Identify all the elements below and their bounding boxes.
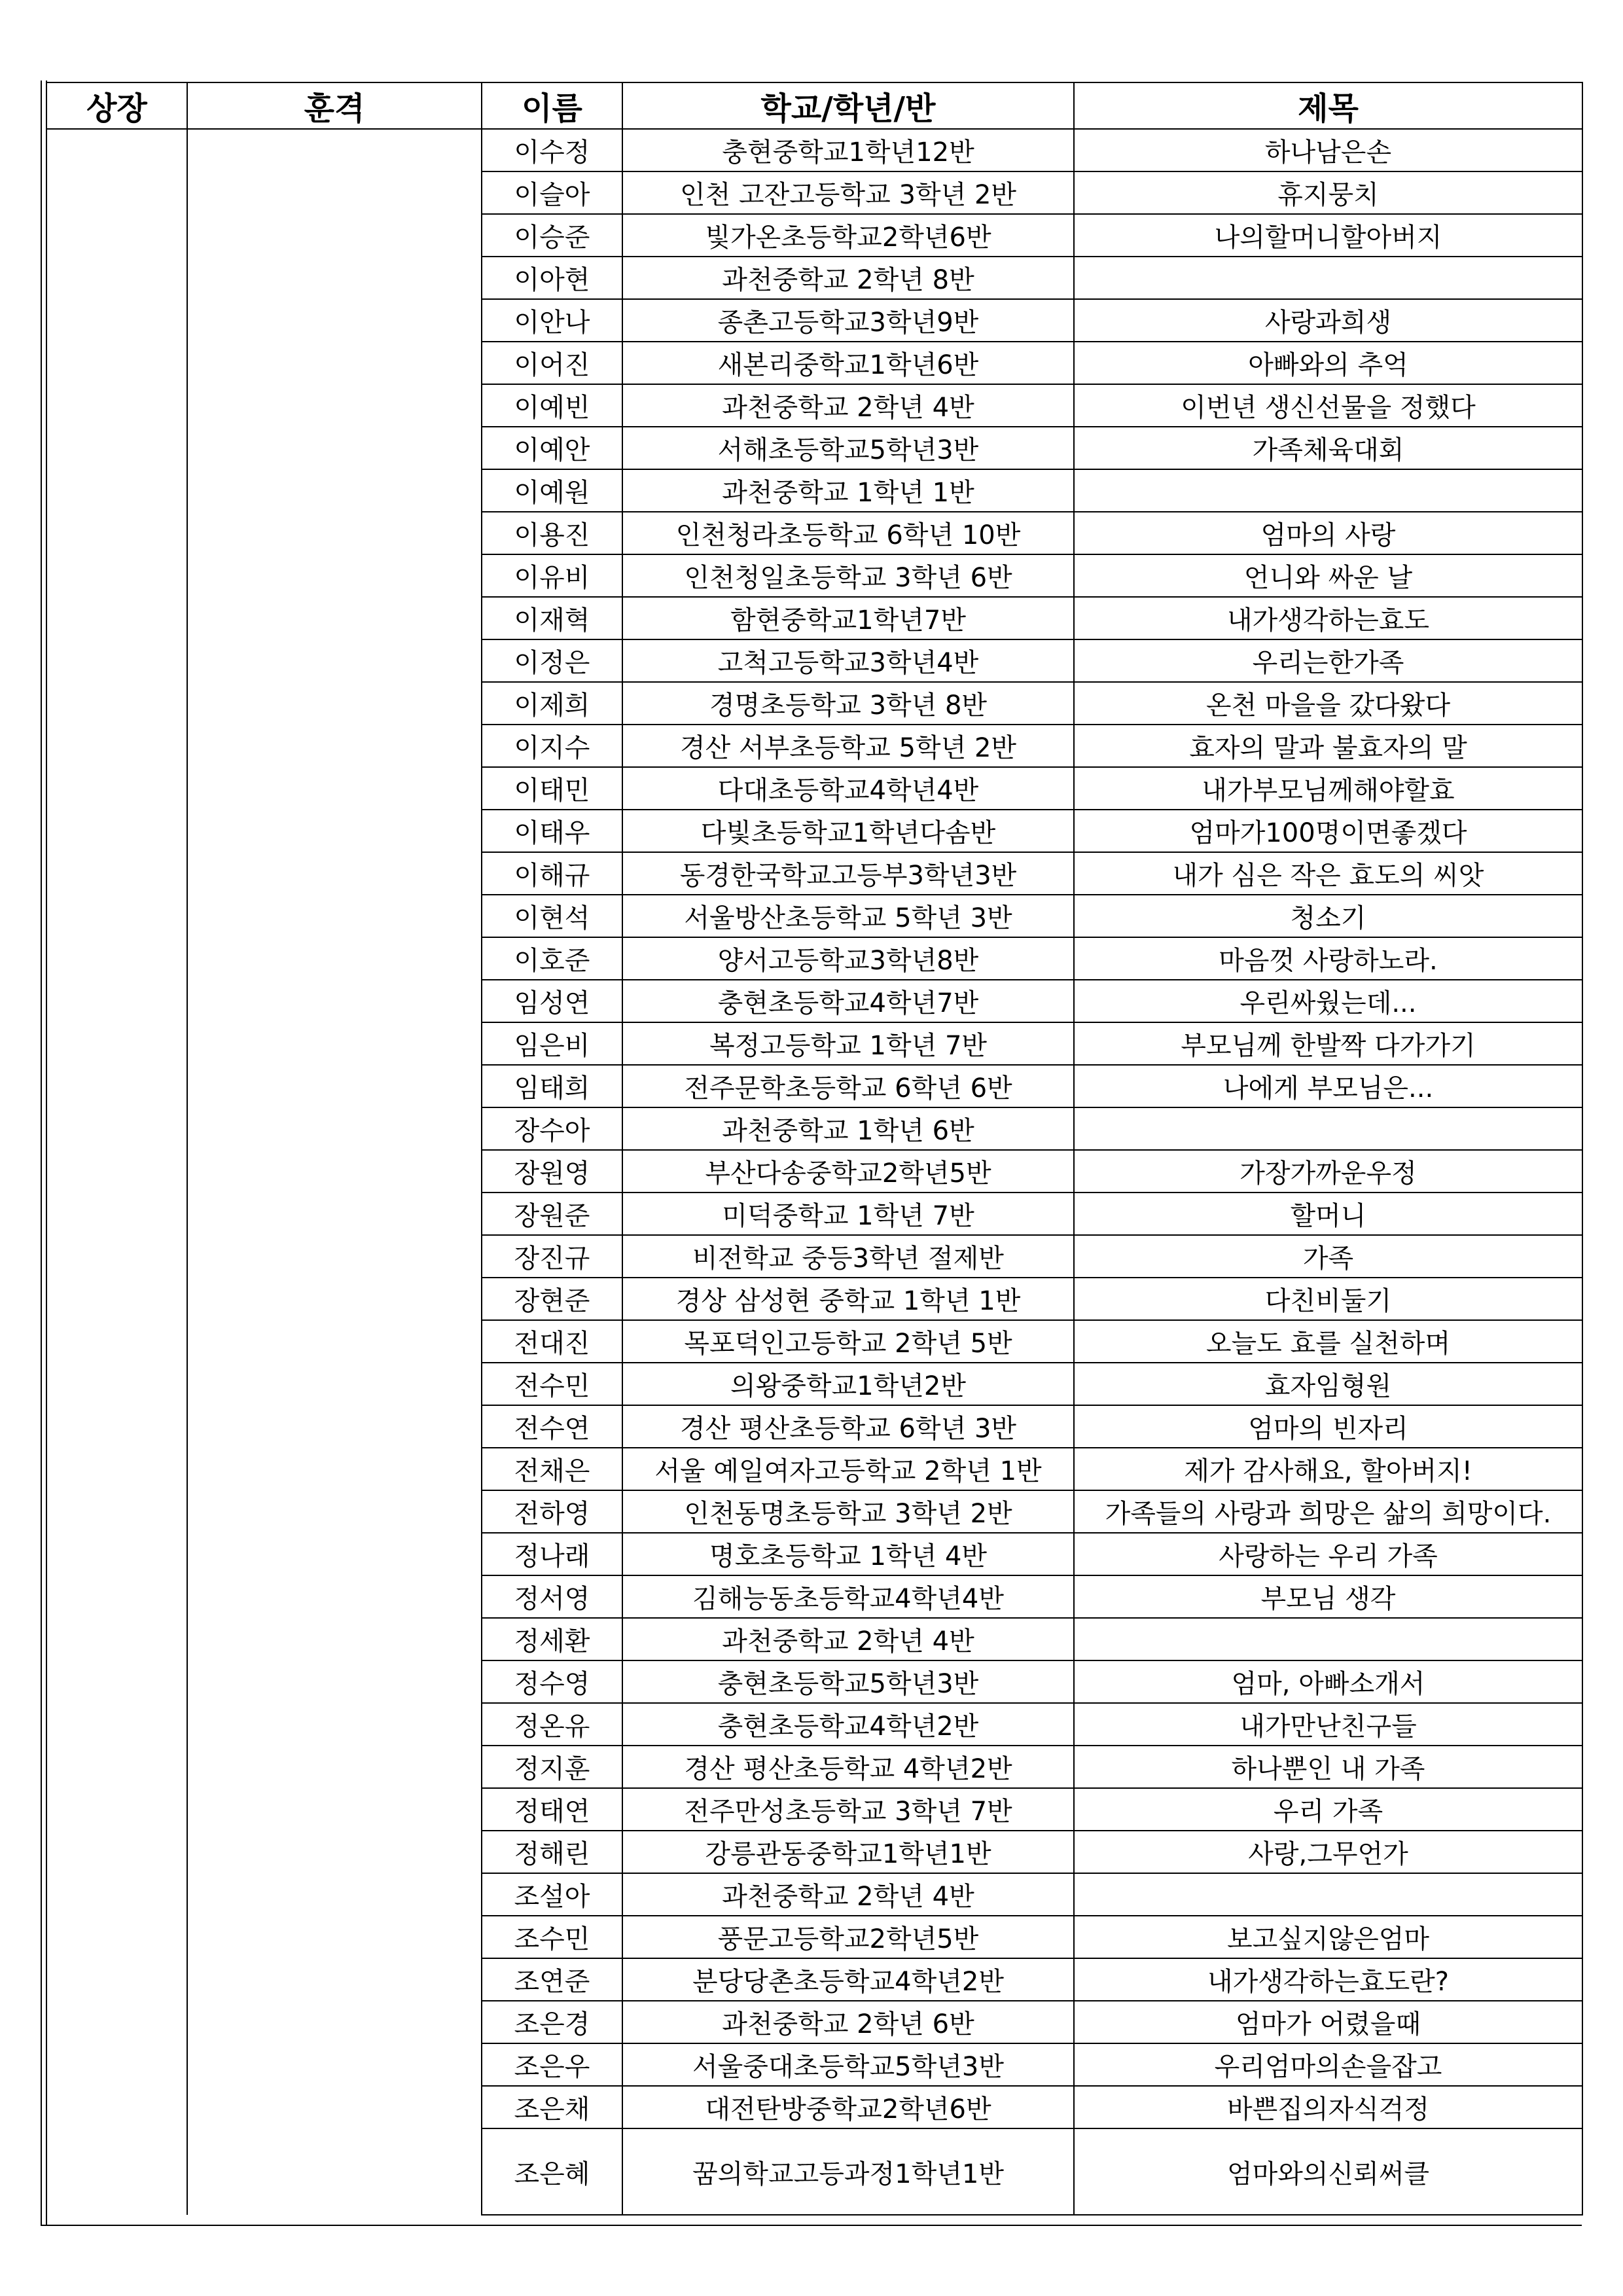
name-cell: 정태연: [482, 1788, 622, 1831]
title-cell: [1074, 469, 1582, 512]
title-cell: [1074, 257, 1582, 299]
school-cell: 인천청라초등학교 6학년 10반: [622, 512, 1074, 554]
award-cell: [46, 1448, 187, 1490]
award-cell: [46, 299, 187, 342]
name-cell: 이아현: [482, 257, 622, 299]
school-cell: 과천중학교 2학년 4반: [622, 384, 1074, 427]
commendation-cell: [187, 810, 482, 852]
commendation-cell: [187, 1575, 482, 1618]
commendation-cell: [187, 1235, 482, 1278]
title-cell: 다친비둘기: [1074, 1278, 1582, 1320]
school-cell: 서해초등학교5학년3반: [622, 427, 1074, 469]
school-cell: 비전학교 중등3학년 절제반: [622, 1235, 1074, 1278]
commendation-cell: [187, 129, 482, 171]
school-cell: 함현중학교1학년7반: [622, 597, 1074, 639]
table-row: [46, 2001, 1582, 2043]
table-row: [46, 1533, 1582, 1575]
table-row: [46, 1575, 1582, 1618]
table-row: [46, 1320, 1582, 1363]
commendation-cell: [187, 2043, 482, 2086]
title-cell: 하나뿐인 내 가족: [1074, 1746, 1582, 1788]
table-row: [46, 725, 1582, 767]
name-cell: 조연준: [482, 1958, 622, 2001]
commendation-cell: [187, 639, 482, 682]
school-cell: 과천중학교 2학년 6반: [622, 2001, 1074, 2043]
award-cell: [46, 725, 187, 767]
table-row: [46, 895, 1582, 937]
commendation-cell: [187, 1193, 482, 1235]
school-cell: 과천중학교 1학년 6반: [622, 1107, 1074, 1150]
name-cell: 이승준: [482, 214, 622, 257]
commendation-cell: [187, 2001, 482, 2043]
award-cell: [46, 1193, 187, 1235]
table-row: [46, 1150, 1582, 1193]
commendation-cell: [187, 1958, 482, 2001]
name-cell: 조수민: [482, 1916, 622, 1958]
name-cell: 이안나: [482, 299, 622, 342]
title-cell: 부모님 생각: [1074, 1575, 1582, 1618]
table-row: [46, 682, 1582, 725]
commendation-cell: [187, 1831, 482, 1873]
award-cell: [46, 1405, 187, 1448]
title-cell: 효자의 말과 불효자의 말: [1074, 725, 1582, 767]
table-row: [46, 1278, 1582, 1320]
table-row: [46, 1107, 1582, 1150]
table-row: [46, 639, 1582, 682]
title-cell: 엄마가 어렸을때: [1074, 2001, 1582, 2043]
award-cell: [46, 257, 187, 299]
title-cell: 우린싸웠는데...: [1074, 980, 1582, 1022]
award-cell: [46, 1958, 187, 2001]
school-cell: 풍문고등학교2학년5반: [622, 1916, 1074, 1958]
table-row: [46, 512, 1582, 554]
table-row: [46, 129, 1582, 171]
award-cell: [46, 1660, 187, 1703]
title-cell: 하나남은손: [1074, 129, 1582, 171]
table-row: [46, 1746, 1582, 1788]
table-row: [46, 1022, 1582, 1065]
title-cell: 사랑,그무언가: [1074, 1831, 1582, 1873]
commendation-cell: [187, 1065, 482, 1107]
award-cell: [46, 1320, 187, 1363]
commendation-cell: [187, 554, 482, 597]
school-cell: 다대초등학교4학년4반: [622, 767, 1074, 810]
table-body: [46, 129, 1582, 2215]
school-cell: 미덕중학교 1학년 7반: [622, 1193, 1074, 1235]
commendation-cell: [187, 214, 482, 257]
table-row: [46, 1363, 1582, 1405]
school-cell: 복정고등학교 1학년 7반: [622, 1022, 1074, 1065]
award-cell: [46, 895, 187, 937]
title-cell: 부모님께 한발짝 다가가기: [1074, 1022, 1582, 1065]
table-row: [46, 1660, 1582, 1703]
award-cell: [46, 2043, 187, 2086]
title-cell: 청소기: [1074, 895, 1582, 937]
commendation-cell: [187, 2128, 482, 2215]
name-cell: 정온유: [482, 1703, 622, 1746]
name-cell: 전대진: [482, 1320, 622, 1363]
table-row: [46, 427, 1582, 469]
commendation-cell: [187, 725, 482, 767]
name-cell: 정나래: [482, 1533, 622, 1575]
table-row: [46, 1618, 1582, 1660]
commendation-cell: [187, 469, 482, 512]
name-cell: 전하영: [482, 1490, 622, 1533]
name-cell: 정해린: [482, 1831, 622, 1873]
name-cell: 이정은: [482, 639, 622, 682]
table-row: [46, 1703, 1582, 1746]
award-cell: [46, 597, 187, 639]
school-cell: 고척고등학교3학년4반: [622, 639, 1074, 682]
commendation-cell: [187, 1278, 482, 1320]
header-commendation: 훈격: [187, 82, 482, 129]
title-cell: 사랑과희생: [1074, 299, 1582, 342]
title-cell: 바쁜집의자식걱정: [1074, 2086, 1582, 2128]
school-cell: 전주문학초등학교 6학년 6반: [622, 1065, 1074, 1107]
award-cell: [46, 384, 187, 427]
school-cell: 경산 평산초등학교 6학년 3반: [622, 1405, 1074, 1448]
award-cell: [46, 852, 187, 895]
title-cell: [1074, 1618, 1582, 1660]
commendation-cell: [187, 342, 482, 384]
table-row: [46, 852, 1582, 895]
name-cell: 조은채: [482, 2086, 622, 2128]
name-cell: 이태우: [482, 810, 622, 852]
award-cell: [46, 342, 187, 384]
title-cell: 이번년 생신선물을 정했다: [1074, 384, 1582, 427]
commendation-cell: [187, 1788, 482, 1831]
school-cell: 서울방산초등학교 5학년 3반: [622, 895, 1074, 937]
title-cell: 보고싶지않은엄마: [1074, 1916, 1582, 1958]
commendation-cell: [187, 682, 482, 725]
table-row: [46, 1873, 1582, 1916]
header-award: 상장: [46, 82, 187, 129]
title-cell: 내가부모님께해야할효: [1074, 767, 1582, 810]
commendation-cell: [187, 852, 482, 895]
commendation-cell: [187, 171, 482, 214]
title-cell: 우리 가족: [1074, 1788, 1582, 1831]
award-cell: [46, 1873, 187, 1916]
award-cell: [46, 512, 187, 554]
title-cell: [1074, 1107, 1582, 1150]
name-cell: 이예빈: [482, 384, 622, 427]
name-cell: 조은우: [482, 2043, 622, 2086]
table-row: [46, 1788, 1582, 1831]
commendation-cell: [187, 1107, 482, 1150]
title-cell: 내가생각하는효도란?: [1074, 1958, 1582, 2001]
name-cell: 정세환: [482, 1618, 622, 1660]
table-row: [46, 1065, 1582, 1107]
commendation-cell: [187, 1703, 482, 1746]
school-cell: 경산 평산초등학교 4학년2반: [622, 1746, 1074, 1788]
award-cell: [46, 682, 187, 725]
school-cell: 인천청일초등학교 3학년 6반: [622, 554, 1074, 597]
award-cell: [46, 214, 187, 257]
title-cell: 내가 심은 작은 효도의 씨앗: [1074, 852, 1582, 895]
header-title: 제목: [1074, 82, 1582, 129]
award-list-table: [46, 82, 1583, 2215]
title-cell: 아빠와의 추억: [1074, 342, 1582, 384]
award-cell: [46, 129, 187, 171]
commendation-cell: [187, 427, 482, 469]
school-cell: 인천동명초등학교 3학년 2반: [622, 1490, 1074, 1533]
award-cell: [46, 1831, 187, 1873]
title-cell: 내가생각하는효도: [1074, 597, 1582, 639]
commendation-cell: [187, 1150, 482, 1193]
name-cell: 조설아: [482, 1873, 622, 1916]
table-row: [46, 554, 1582, 597]
header-school: 학교/학년/반: [622, 82, 1074, 129]
school-cell: 새본리중학교1학년6반: [622, 342, 1074, 384]
name-cell: 이태민: [482, 767, 622, 810]
award-cell: [46, 1022, 187, 1065]
table-row: [46, 2128, 1582, 2215]
commendation-cell: [187, 1746, 482, 1788]
award-cell: [46, 1746, 187, 1788]
title-cell: 나의할머니할아버지: [1074, 214, 1582, 257]
award-cell: [46, 1490, 187, 1533]
table-row: [46, 980, 1582, 1022]
school-cell: 충현초등학교5학년3반: [622, 1660, 1074, 1703]
commendation-cell: [187, 1320, 482, 1363]
school-cell: 명호초등학교 1학년 4반: [622, 1533, 1074, 1575]
table-row: [46, 469, 1582, 512]
name-cell: 이호준: [482, 937, 622, 980]
commendation-cell: [187, 1490, 482, 1533]
title-cell: 엄마의 빈자리: [1074, 1405, 1582, 1448]
title-cell: 가족: [1074, 1235, 1582, 1278]
school-cell: 경상 삼성현 중학교 1학년 1반: [622, 1278, 1074, 1320]
table-row: [46, 1405, 1582, 1448]
award-cell: [46, 1150, 187, 1193]
school-cell: 다빛초등학교1학년다솜반: [622, 810, 1074, 852]
table-row: [46, 1831, 1582, 1873]
award-cell: [46, 2128, 187, 2215]
name-cell: 이재혁: [482, 597, 622, 639]
name-cell: 이슬아: [482, 171, 622, 214]
name-cell: 조은혜: [482, 2128, 622, 2215]
title-cell: 가장가까운우정: [1074, 1150, 1582, 1193]
award-cell: [46, 1916, 187, 1958]
name-cell: 임은비: [482, 1022, 622, 1065]
school-cell: 분당당촌초등학교4학년2반: [622, 1958, 1074, 2001]
name-cell: 전수민: [482, 1363, 622, 1405]
name-cell: 장진규: [482, 1235, 622, 1278]
table-row: [46, 597, 1582, 639]
award-cell: [46, 767, 187, 810]
table-row: [46, 937, 1582, 980]
commendation-cell: [187, 1363, 482, 1405]
award-cell: [46, 1788, 187, 1831]
title-cell: 마음껏 사랑하노라.: [1074, 937, 1582, 980]
commendation-cell: [187, 1660, 482, 1703]
name-cell: 이예안: [482, 427, 622, 469]
commendation-cell: [187, 1448, 482, 1490]
school-cell: 동경한국학교고등부3학년3반: [622, 852, 1074, 895]
commendation-cell: [187, 1533, 482, 1575]
name-cell: 장원준: [482, 1193, 622, 1235]
table-row: [46, 2086, 1582, 2128]
award-cell: [46, 1618, 187, 1660]
school-cell: 충현초등학교4학년2반: [622, 1703, 1074, 1746]
award-cell: [46, 1575, 187, 1618]
name-cell: 장수아: [482, 1107, 622, 1150]
title-cell: 언니와 싸운 날: [1074, 554, 1582, 597]
title-cell: 할머니: [1074, 1193, 1582, 1235]
title-cell: 나에게 부모님은...: [1074, 1065, 1582, 1107]
award-cell: [46, 810, 187, 852]
title-cell: 엄마와의신뢰써클: [1074, 2128, 1582, 2215]
table-row: [46, 299, 1582, 342]
name-cell: 정지훈: [482, 1746, 622, 1788]
table-row: [46, 384, 1582, 427]
table-row: [46, 214, 1582, 257]
school-cell: 대전탄방중학교2학년6반: [622, 2086, 1074, 2128]
name-cell: 정수영: [482, 1660, 622, 1703]
commendation-cell: [187, 597, 482, 639]
title-cell: 엄마가100명이면좋겠다: [1074, 810, 1582, 852]
table-row: [46, 1448, 1582, 1490]
name-cell: 조은경: [482, 2001, 622, 2043]
name-cell: 장현준: [482, 1278, 622, 1320]
title-cell: 엄마, 아빠소개서: [1074, 1660, 1582, 1703]
name-cell: 정서영: [482, 1575, 622, 1618]
school-cell: 경명초등학교 3학년 8반: [622, 682, 1074, 725]
name-cell: 이지수: [482, 725, 622, 767]
title-cell: 온천 마을을 갔다왔다: [1074, 682, 1582, 725]
award-cell: [46, 2086, 187, 2128]
name-cell: 이현석: [482, 895, 622, 937]
commendation-cell: [187, 2086, 482, 2128]
name-cell: 전채은: [482, 1448, 622, 1490]
name-cell: 임태희: [482, 1065, 622, 1107]
table-row: [46, 2043, 1582, 2086]
commendation-cell: [187, 1022, 482, 1065]
name-cell: 장원영: [482, 1150, 622, 1193]
school-cell: 과천중학교 1학년 1반: [622, 469, 1074, 512]
award-cell: [46, 427, 187, 469]
award-cell: [46, 469, 187, 512]
name-cell: 전수연: [482, 1405, 622, 1448]
name-cell: 이용진: [482, 512, 622, 554]
award-cell: [46, 1235, 187, 1278]
school-cell: 전주만성초등학교 3학년 7반: [622, 1788, 1074, 1831]
table-row: [46, 1916, 1582, 1958]
award-cell: [46, 1278, 187, 1320]
title-cell: 휴지뭉치: [1074, 171, 1582, 214]
table-row: [46, 767, 1582, 810]
title-cell: 가족들의 사랑과 희망은 삶의 희망이다.: [1074, 1490, 1582, 1533]
school-cell: 서울중대초등학교5학년3반: [622, 2043, 1074, 2086]
title-cell: 우리는한가족: [1074, 639, 1582, 682]
table-row: [46, 1193, 1582, 1235]
title-cell: 가족체육대회: [1074, 427, 1582, 469]
header-row: [46, 82, 1582, 129]
commendation-cell: [187, 767, 482, 810]
table-row: [46, 171, 1582, 214]
school-cell: 목포덕인고등학교 2학년 5반: [622, 1320, 1074, 1363]
name-cell: 이제희: [482, 682, 622, 725]
school-cell: 경산 서부초등학교 5학년 2반: [622, 725, 1074, 767]
commendation-cell: [187, 1618, 482, 1660]
name-cell: 이수정: [482, 129, 622, 171]
table-row: [46, 1490, 1582, 1533]
award-cell: [46, 171, 187, 214]
commendation-cell: [187, 299, 482, 342]
name-cell: 임성연: [482, 980, 622, 1022]
school-cell: 충현중학교1학년12반: [622, 129, 1074, 171]
title-cell: 제가 감사해요, 할아버지!: [1074, 1448, 1582, 1490]
school-cell: 김해능동초등학교4학년4반: [622, 1575, 1074, 1618]
title-cell: [1074, 1873, 1582, 1916]
award-cell: [46, 639, 187, 682]
award-cell: [46, 1363, 187, 1405]
title-cell: 내가만난친구들: [1074, 1703, 1582, 1746]
title-cell: 엄마의 사랑: [1074, 512, 1582, 554]
title-cell: 사랑하는 우리 가족: [1074, 1533, 1582, 1575]
name-cell: 이어진: [482, 342, 622, 384]
school-cell: 과천중학교 2학년 4반: [622, 1618, 1074, 1660]
commendation-cell: [187, 384, 482, 427]
table-row: [46, 810, 1582, 852]
school-cell: 부산다송중학교2학년5반: [622, 1150, 1074, 1193]
school-cell: 강릉관동중학교1학년1반: [622, 1831, 1074, 1873]
school-cell: 양서고등학교3학년8반: [622, 937, 1074, 980]
title-cell: 효자임형원: [1074, 1363, 1582, 1405]
school-cell: 서울 예일여자고등학교 2학년 1반: [622, 1448, 1074, 1490]
school-cell: 과천중학교 2학년 4반: [622, 1873, 1074, 1916]
header-name: 이름: [482, 82, 622, 129]
commendation-cell: [187, 257, 482, 299]
commendation-cell: [187, 937, 482, 980]
table-row: [46, 1958, 1582, 2001]
table-row: [46, 342, 1582, 384]
name-cell: 이해규: [482, 852, 622, 895]
award-cell: [46, 937, 187, 980]
award-cell: [46, 554, 187, 597]
award-cell: [46, 1065, 187, 1107]
award-cell: [46, 1533, 187, 1575]
school-cell: 과천중학교 2학년 8반: [622, 257, 1074, 299]
commendation-cell: [187, 895, 482, 937]
title-cell: 우리엄마의손을잡고: [1074, 2043, 1582, 2086]
school-cell: 인천 고잔고등학교 3학년 2반: [622, 171, 1074, 214]
commendation-cell: [187, 1916, 482, 1958]
name-cell: 이예원: [482, 469, 622, 512]
school-cell: 충현초등학교4학년7반: [622, 980, 1074, 1022]
commendation-cell: [187, 1405, 482, 1448]
commendation-cell: [187, 512, 482, 554]
table-row: [46, 1235, 1582, 1278]
title-cell: 오늘도 효를 실천하며: [1074, 1320, 1582, 1363]
commendation-cell: [187, 1873, 482, 1916]
commendation-cell: [187, 980, 482, 1022]
award-cell: [46, 2001, 187, 2043]
award-cell: [46, 1107, 187, 1150]
school-cell: 빛가온초등학교2학년6반: [622, 214, 1074, 257]
table-row: [46, 257, 1582, 299]
school-cell: 종촌고등학교3학년9반: [622, 299, 1074, 342]
school-cell: 꿈의학교고등과정1학년1반: [622, 2128, 1074, 2215]
school-cell: 의왕중학교1학년2반: [622, 1363, 1074, 1405]
award-cell: [46, 980, 187, 1022]
award-cell: [46, 1703, 187, 1746]
name-cell: 이유비: [482, 554, 622, 597]
